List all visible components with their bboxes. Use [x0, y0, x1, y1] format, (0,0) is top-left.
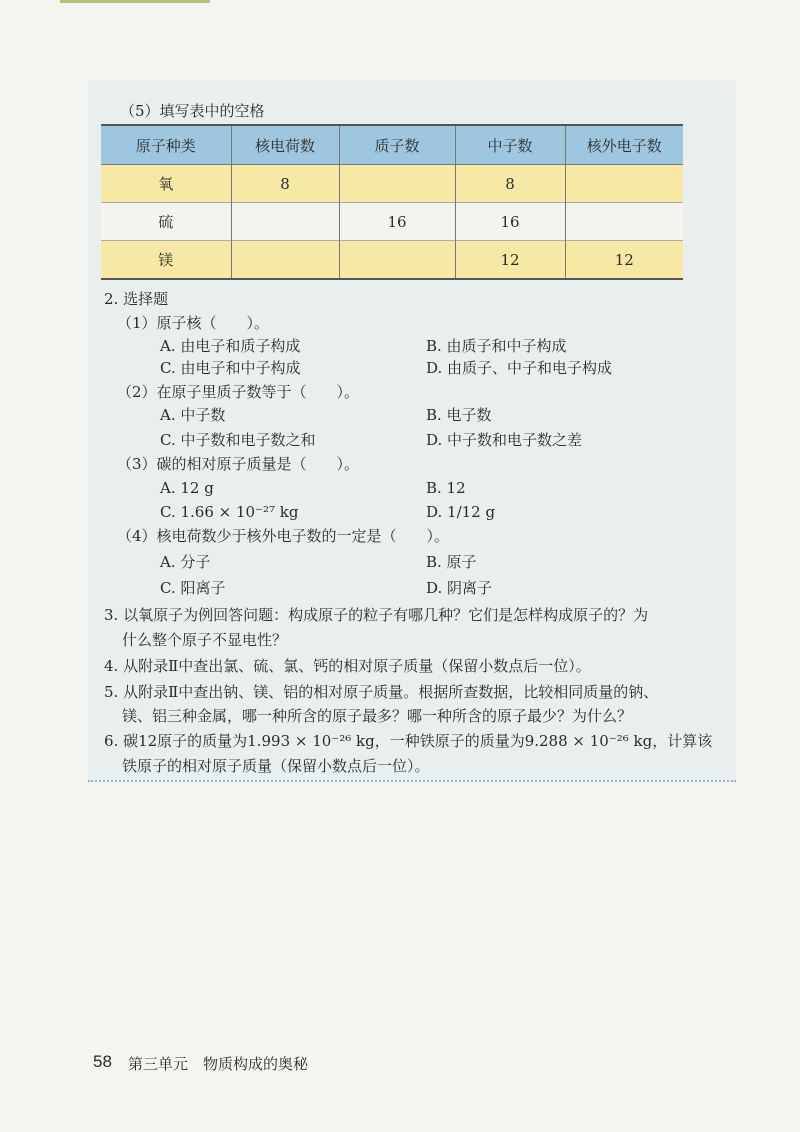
question-2-1-option-d: D. 由质子、中子和电子构成 — [426, 359, 613, 377]
table-header-row — [101, 125, 683, 165]
question-4-line-1: 4. 从附录Ⅱ中查出氯、硫、氯、钙的相对原子质量（保留小数点后一位）。 — [104, 657, 591, 675]
table-cell — [565, 165, 683, 203]
question-2-3-stem: （3）碳的相对原子质量是（ ）。 — [117, 455, 360, 473]
panel-dotted-border — [88, 780, 736, 782]
unit-title: 第三单元 物质构成的奥秘 — [128, 1056, 309, 1073]
question-2-2-option-b: B. 电子数 — [426, 406, 492, 424]
question-6-line-1: 6. 碳12原子的质量为1.993 × 10⁻²⁶ kg，一种铁原子的质量为9.288 × 10⁻²⁶ kg，计算该 — [104, 732, 713, 750]
table-cell — [231, 203, 339, 241]
table-row — [101, 241, 683, 280]
question-2-4-stem: （4）核电荷数少于核外电子数的一定是（ ）。 — [117, 527, 450, 545]
table-cell: 16 — [339, 203, 455, 241]
question-2-3-option-c: C. 1.66 × 10⁻²⁷ kg — [160, 503, 299, 521]
table-cell: 镁 — [101, 241, 231, 280]
question-2-4-option-a: A. 分子 — [160, 553, 211, 571]
table-cell: 8 — [455, 165, 565, 203]
question-3-line-2: 什么整个原子不显电性？ — [122, 631, 288, 649]
table-row — [101, 203, 683, 241]
atom-table — [101, 124, 683, 280]
question-6-line-2: 铁原子的相对原子质量（保留小数点后一位）。 — [122, 757, 430, 775]
question-2-1-option-c: C. 由电子和中子构成 — [160, 359, 301, 377]
page-number: 58 — [93, 1052, 112, 1071]
question-2-4-option-d: D. 阴离子 — [426, 579, 493, 597]
header-electrons: 核外电子数 — [565, 125, 683, 165]
question-2-3-option-d: D. 1/12 g — [426, 503, 496, 521]
question-5-line-1: 5. 从附录Ⅱ中查出钠、镁、铝的相对原子质量。根据所查数据，比较相同质量的钠、 — [104, 683, 659, 701]
question-5-table-prompt: （5）填写表中的空格 — [120, 102, 265, 120]
table-cell: 硫 — [101, 203, 231, 241]
question-2-3-option-b: B. 12 — [426, 479, 466, 497]
question-2-title: 2. 选择题 — [104, 290, 169, 308]
question-2-1-stem: （1）原子核（ ）。 — [117, 314, 270, 332]
question-2-4-option-b: B. 原子 — [426, 553, 477, 571]
question-3-line-1: 3. 以氧原子为例回答问题：构成原子的粒子有哪几种？它们是怎样构成原子的？为 — [104, 606, 649, 624]
question-2-2-stem: （2）在原子里质子数等于（ ）。 — [117, 383, 360, 401]
table-cell: 氧 — [101, 165, 231, 203]
question-2-4-option-c: C. 阳离子 — [160, 579, 226, 597]
table-cell: 12 — [455, 241, 565, 280]
header-nuclear-charge: 核电荷数 — [231, 125, 339, 165]
question-2-1-option-a: A. 由电子和质子构成 — [160, 337, 301, 355]
question-2-2-option-a: A. 中子数 — [160, 406, 226, 424]
top-decorative-strip — [60, 0, 210, 3]
header-neutrons: 中子数 — [455, 125, 565, 165]
table-cell: 16 — [455, 203, 565, 241]
table-cell — [339, 241, 455, 280]
question-5-line-2: 镁、铝三种金属，哪一种所含的原子最多？哪一种所含的原子最少？为什么？ — [122, 707, 633, 725]
table-row — [101, 165, 683, 203]
table-cell — [339, 165, 455, 203]
question-2-2-option-c: C. 中子数和电子数之和 — [160, 431, 316, 449]
question-2-3-option-a: A. 12 g — [160, 479, 214, 497]
table-cell — [565, 203, 683, 241]
header-protons: 质子数 — [339, 125, 455, 165]
question-2-1-option-b: B. 由质子和中子构成 — [426, 337, 567, 355]
header-atom-type: 原子种类 — [101, 125, 231, 165]
question-2-2-option-d: D. 中子数和电子数之差 — [426, 431, 583, 449]
table-cell — [231, 241, 339, 280]
table-cell: 12 — [565, 241, 683, 280]
table-cell: 8 — [231, 165, 339, 203]
